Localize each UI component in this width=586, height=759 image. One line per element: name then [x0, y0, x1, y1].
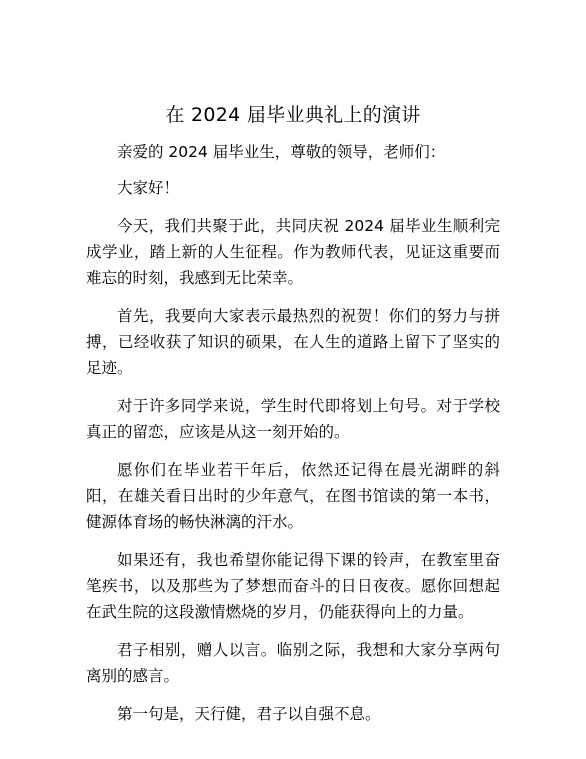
paragraph-opening: 今天，我们共聚于此，共同庆祝 2024 届毕业生顺利完成学业，踏上新的人生征程。作为教师代表，见证这重要而难忘的时刻，我感到无比荣幸。 — [86, 217, 500, 287]
paragraph-congratulations: 首先，我要向大家表示最热烈的祝贺！你们的努力与拼搏，已经收获了知识的硕果，在人生的道路上留下了坚实的足迹。 — [86, 307, 500, 377]
paragraph-greeting: 大家好！ — [117, 179, 180, 197]
paragraph-memories: 愿你们在毕业若干年后，依然还记得在晨光湖畔的斜阳，在雄关看日出时的少年意气，在图书馆读的第一本书，健源体育场的畅快淋漓的汗水。 — [86, 461, 500, 531]
paragraph-salutation: 亲爱的 2024 届毕业生，尊敬的领导，老师们： — [117, 143, 446, 161]
document-title: 在 2024 届毕业典礼上的演讲 — [165, 104, 421, 126]
document-body — [86, 139, 500, 739]
paragraph-first-motto: 第一句是，天行健，君子以自强不息。 — [117, 705, 381, 723]
paragraph-farewell: 对于许多同学来说，学生时代即将划上句号。对于学校真正的留恋，应该是从这一刻开始的。 — [86, 397, 500, 441]
paragraph-parting-words: 君子相别，赠人以言。临别之际，我想和大家分享两句离别的感言。 — [86, 641, 500, 685]
paragraph-hopes: 如果还有，我也希望你能记得下课的铃声，在教室里奋笔疾书，以及那些为了梦想而奋斗的日日夜夜。愿你回想起在武生院的这段激情燃烧的岁月，仍能获得向上的力量。 — [86, 551, 500, 621]
